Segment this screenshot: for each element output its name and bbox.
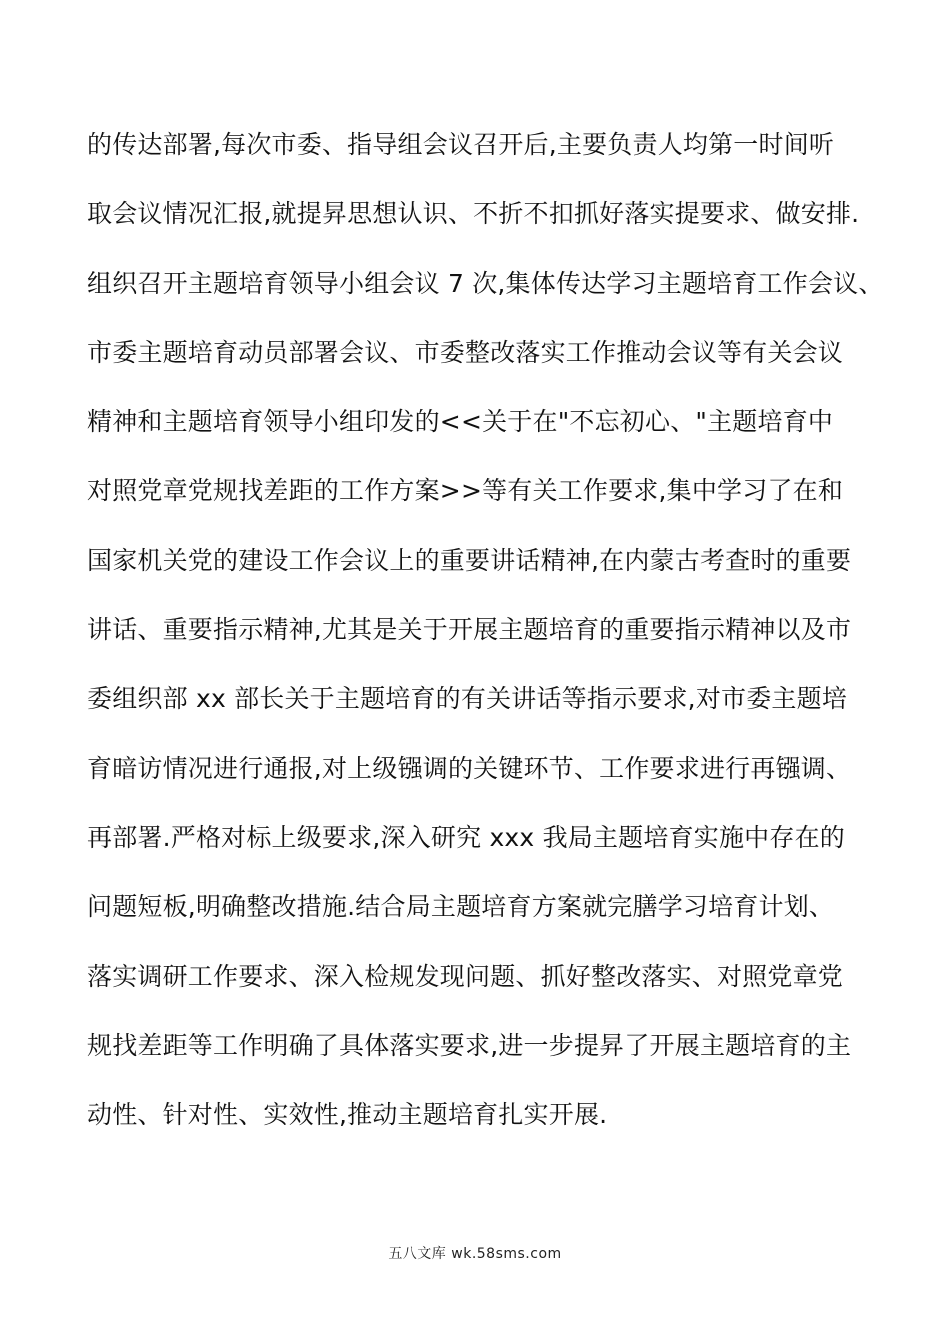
text-line: 的传达部署,每次市委、指导组会议召开后,主要负责人均第一时间听 bbox=[87, 130, 835, 159]
footer-watermark: 五八文库 wk.58sms.com bbox=[388, 1246, 562, 1262]
text-line: 对照党章党规找差距的工作方案>>等有关工作要求,集中学习了在和 bbox=[87, 476, 844, 506]
text-line: 市委主题培育动员部署会议、市委整改落实工作推动会议等有关会议 bbox=[87, 337, 844, 367]
text-line: 组织召开主题培育领导小组会议 7 次,集体传达学习主题培育工作会议、 bbox=[87, 268, 884, 298]
text-line: 国家机关党的建设工作会议上的重要讲话精神,在内蒙古考查时的重要 bbox=[87, 545, 852, 575]
text-line: 讲话、重要指示精神,尤其是关于开展主题培育的重要指示精神以及市 bbox=[87, 615, 852, 645]
text-line: 落实调研工作要求、深入检规发现问题、抓好整改落实、对照党章党 bbox=[87, 961, 844, 991]
text-line: 取会议情况汇报,就提昇思想认识、不折不扣抓好落实提要求、做安排. bbox=[87, 199, 860, 229]
text-line: 规找差距等工作明确了具体落实要求,进一步提昇了开展主题培育的主 bbox=[87, 1030, 852, 1060]
text-line: 精神和主题培育领导小组印发的<<关于在"不忘初心、"主题培育中 bbox=[87, 407, 834, 437]
text-line: 动性、针对性、实效性,推动主题培育扎实开展. bbox=[87, 1100, 608, 1130]
body-paragraph bbox=[87, 122, 887, 1161]
text-line: 再部署.严格对标上级要求,深入研究 xxx 我局主题培育实施中存在的 bbox=[87, 822, 845, 852]
text-line: 育暗访情况进行通报,对上级镪调的关键环节、工作要求进行再镪调、 bbox=[87, 753, 852, 783]
text-line: 问题短板,明确整改措施.结合局主题培育方案就完膳学习培育计划、 bbox=[87, 892, 835, 922]
text-line: 委组织部 xx 部长关于主题培育的有关讲话等指示要求,对市委主题培 bbox=[87, 684, 848, 714]
